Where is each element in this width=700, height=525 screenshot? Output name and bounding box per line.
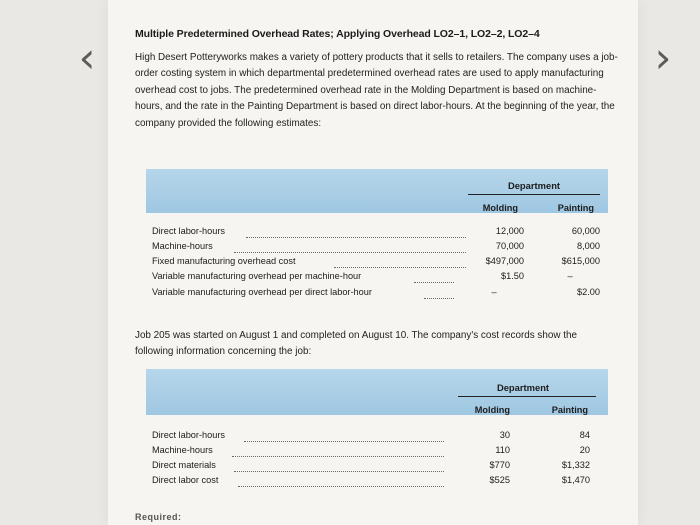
row-label: Variable manufacturing overhead per machine-hour: [152, 271, 362, 281]
table-row: [152, 287, 608, 301]
molding-value: 12,000: [495, 226, 524, 236]
molding-value: –: [491, 287, 497, 297]
molding-column-header: Molding: [482, 203, 518, 213]
row-label: Machine-hours: [152, 241, 213, 251]
job-description: Job 205 was started on August 1 and completed on August 10. The company's cost records show the following information concerning the job:: [135, 330, 577, 358]
molding-value: $525: [489, 475, 510, 485]
previous-page-button[interactable]: [72, 33, 102, 82]
problem-title: Multiple Predetermined Overhead Rates; Applying Overhead LO2–1, LO2–2, LO2–4: [135, 28, 540, 40]
painting-value: 20: [579, 445, 590, 455]
molding-value: 70,000: [495, 241, 524, 251]
molding-column-header: Molding: [474, 405, 510, 415]
chevron-left-icon: ‹: [78, 33, 96, 82]
next-page-button[interactable]: [648, 33, 678, 82]
problem-intro: High Desert Potteryworks makes a variety of pottery products that it sells to retailers. The company uses a job-order costing system in which departmental predetermined overhead rates are used to apply manufacturing overhead cost to jobs. The predetermined overhead rate in the Molding Department is based on machine-hours, and the rate in the Painting Department is based on direct labor-hours. At the beginning of the year, the company provided the following estimates:: [135, 52, 618, 129]
painting-value: $1,470: [561, 475, 590, 485]
table-row: [152, 241, 608, 255]
leader-dots: [424, 297, 454, 299]
row-label: Direct labor cost: [152, 475, 219, 485]
painting-column-header: Painting: [557, 203, 594, 213]
chevron-right-icon: ›: [654, 33, 672, 82]
painting-column-header: Painting: [551, 405, 588, 415]
leader-dots: [414, 281, 454, 283]
molding-value: $497,000: [485, 256, 524, 266]
row-label: Variable manufacturing overhead per direct labor-hour: [152, 287, 372, 297]
department-header: Department: [507, 180, 561, 191]
row-label: Fixed manufacturing overhead cost: [152, 256, 296, 266]
estimates-table: [146, 169, 608, 311]
painting-value: $615,000: [561, 256, 600, 266]
molding-value: $770: [489, 460, 510, 470]
molding-value: $1.50: [501, 271, 524, 281]
table-row: [152, 256, 608, 270]
table-row: [152, 460, 608, 474]
leader-dots: [334, 266, 466, 268]
leader-dots: [238, 485, 444, 487]
painting-value: 60,000: [571, 226, 600, 236]
department-rule: [468, 194, 600, 195]
department-header: Department: [496, 382, 550, 393]
leader-dots: [232, 455, 444, 457]
molding-value: 110: [495, 445, 510, 455]
table-row: [152, 445, 608, 459]
molding-value: 30: [499, 430, 510, 440]
row-label: Machine-hours: [152, 445, 213, 455]
job-205-table: [146, 369, 608, 497]
row-label: Direct labor-hours: [152, 226, 226, 236]
table-row: [152, 475, 608, 489]
row-label: Direct labor-hours: [152, 430, 226, 440]
painting-value: 84: [579, 430, 590, 440]
leader-dots: [244, 440, 444, 442]
leader-dots: [246, 236, 466, 238]
department-rule: [458, 396, 596, 397]
row-label: Direct materials: [152, 460, 216, 470]
table-row: [152, 271, 608, 285]
leader-dots: [234, 470, 444, 472]
leader-dots: [234, 251, 466, 253]
painting-value: $2.00: [577, 287, 600, 297]
required-heading: Required:: [135, 512, 182, 522]
painting-value: –: [567, 271, 573, 281]
table-row: [152, 430, 608, 444]
table-row: [152, 226, 608, 240]
painting-value: $1,332: [561, 460, 590, 470]
painting-value: 8,000: [577, 241, 600, 251]
